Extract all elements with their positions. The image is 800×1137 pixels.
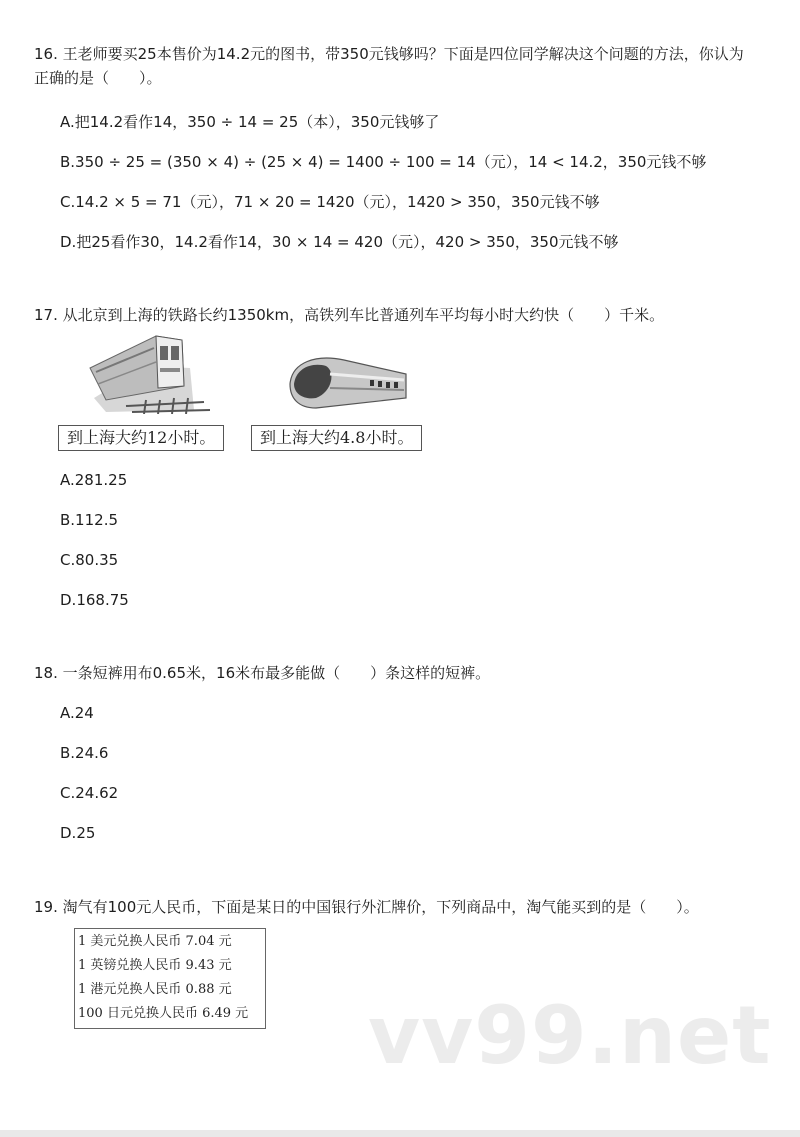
exchange-rate-jpy: 100 日元兑换人民币 6.49 元 <box>78 1006 249 1021</box>
question-17-option-a: A.281.25 <box>60 471 128 489</box>
exchange-rate-gbp: 1 英镑兑换人民币 9.43 元 <box>78 958 232 973</box>
question-16-option-a: A.把14.2看作14，350 ÷ 14 = 25（本），350元钱够了 <box>60 113 440 131</box>
question-17-option-b: B.112.5 <box>60 511 119 529</box>
exchange-rate-table <box>74 928 266 1029</box>
exchange-rate-usd: 1 美元兑换人民币 7.04 元 <box>78 934 232 949</box>
question-18-stem: 18. 一条短裤用布0.65米，16米布最多能做（ ）条这样的短裤。 <box>34 664 491 682</box>
question-16-stem <box>34 42 774 90</box>
question-19-stem: 19. 淘气有100元人民币，下面是某日的中国银行外汇牌价，下列商品中，淘气能买到的是（ ）。 <box>34 898 699 916</box>
question-16-option-d: D.把25看作30，14.2看作14，30 × 14 = 420（元），420 > 350，350元钱不够 <box>60 233 619 251</box>
watermark: vv99.net <box>368 989 772 1082</box>
question-16-option-b: B.350 ÷ 25 = (350 × 4) ÷ (25 × 4) = 1400 ÷ 100 = 14（元），14 < 14.2，350元钱不够 <box>60 153 707 171</box>
question-17-stem: 17. 从北京到上海的铁路长约1350km，高铁列车比普通列车平均每小时大约快（ ）千米。 <box>34 306 665 324</box>
question-18-option-a: A.24 <box>60 704 94 722</box>
question-17-option-c: C.80.35 <box>60 551 119 569</box>
question-18-option-b: B.24.6 <box>60 744 109 762</box>
question-16-stem-line2: 正确的是（ ）。 <box>34 69 162 87</box>
regular-train-image <box>86 328 214 414</box>
question-18-option-d: D.25 <box>60 824 96 842</box>
high-speed-train-caption: 到上海大约4.8小时。 <box>251 425 422 451</box>
question-16-stem-line1: 16. 王老师要买25本售价为14.2元的图书，带350元钱够吗？下面是四位同学解决这个问题的方法，你认为 <box>34 45 744 63</box>
high-speed-train-image <box>286 350 410 414</box>
question-17-option-d: D.168.75 <box>60 591 129 609</box>
exchange-rate-hkd: 1 港元兑换人民币 0.88 元 <box>78 982 232 997</box>
question-18-option-c: C.24.62 <box>60 784 119 802</box>
regular-train-caption: 到上海大约12小时。 <box>58 425 224 451</box>
question-16-option-c: C.14.2 × 5 = 71（元），71 × 20 = 1420（元），1420 > 350，350元钱不够 <box>60 193 600 211</box>
page-bottom-divider <box>0 1130 800 1137</box>
